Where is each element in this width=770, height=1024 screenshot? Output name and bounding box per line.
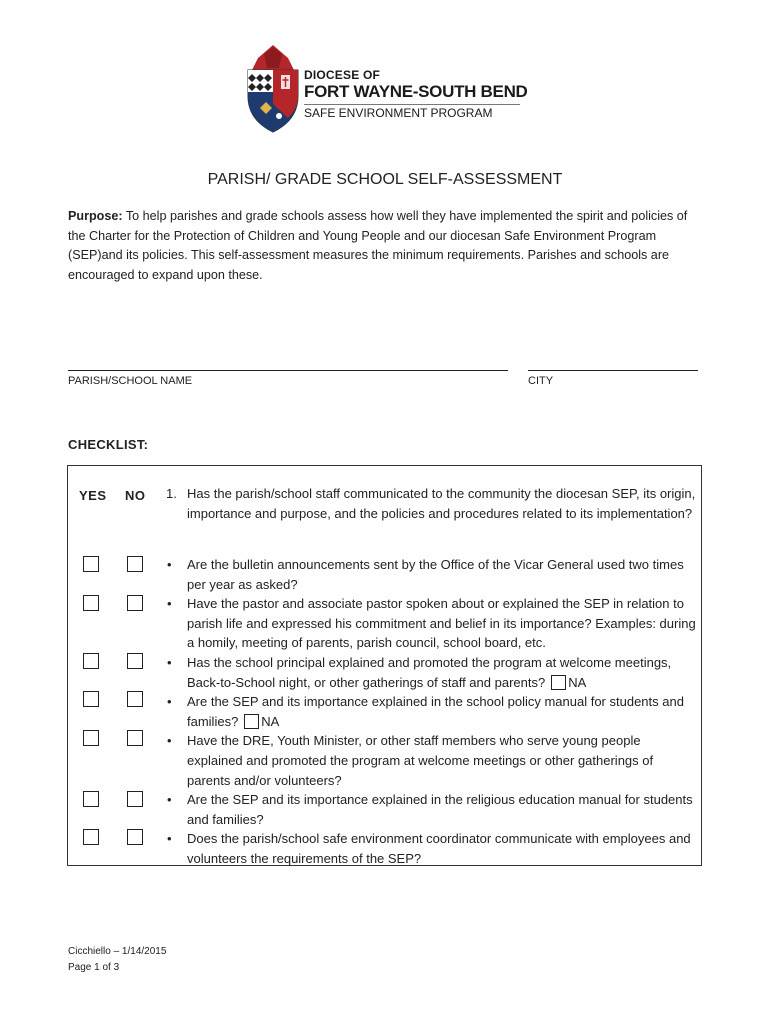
list-item-text: Are the SEP and its importance explained in the religious education manual for students and families? — [187, 792, 693, 827]
no-checkbox-principal[interactable] — [127, 653, 143, 669]
purpose-text: To help parishes and grade schools assess how well they have implemented the spirit and policies of the Charter for the Protection of Children and Young People and our diocesan Safe Environment Program (SEP)and its policies. This self-assessment measures the minimum requirements. Parishes and schools are encouraged to expand upon these. — [68, 209, 688, 282]
no-checkbox-coordinator[interactable] — [127, 829, 143, 845]
bullet-icon — [167, 692, 172, 712]
purpose-paragraph — [68, 207, 708, 285]
city-label: CITY — [528, 375, 554, 387]
list-item — [166, 731, 696, 790]
list-item — [166, 829, 696, 868]
diocese-shield-icon — [244, 44, 302, 134]
bullet-icon — [167, 594, 172, 614]
logo-line-2: FORT WAYNE-SOUTH BEND — [304, 82, 528, 101]
page-footer — [68, 944, 166, 976]
list-item-text: Does the parish/school safe environment coordinator communicate with employees and volunteers the requirements of the SEP? — [187, 831, 691, 866]
checklist-items — [166, 555, 696, 869]
no-checkbox-bulletin[interactable] — [127, 556, 143, 572]
city-field[interactable] — [528, 370, 698, 371]
list-item — [166, 594, 696, 653]
logo-line-3: SAFE ENVIRONMENT PROGRAM — [304, 106, 493, 120]
no-checkbox-dre[interactable] — [127, 730, 143, 746]
bullet-icon — [167, 829, 172, 849]
question-1 — [166, 484, 696, 523]
column-header-no: NO — [125, 488, 146, 503]
list-item-text: Are the SEP and its importance explained in the school policy manual for students and families? — [187, 694, 684, 729]
question-number: 1. — [166, 486, 177, 501]
yes-checkbox-religious-manual[interactable] — [83, 791, 99, 807]
diocese-logo — [244, 44, 534, 134]
yes-checkbox-pastor[interactable] — [83, 595, 99, 611]
yes-checkbox-dre[interactable] — [83, 730, 99, 746]
bullet-icon — [167, 555, 172, 575]
logo-line-1: DIOCESE OF — [304, 68, 381, 82]
bullet-icon — [167, 653, 172, 673]
no-checkbox-pastor[interactable] — [127, 595, 143, 611]
na-checkbox-principal[interactable] — [551, 675, 566, 690]
list-item — [166, 790, 696, 829]
yes-checkbox-coordinator[interactable] — [83, 829, 99, 845]
footer-author-date: Cicchiello – 1/14/2015 — [68, 946, 167, 957]
logo-divider — [304, 104, 520, 105]
checklist-heading: CHECKLIST: — [68, 437, 149, 452]
na-checkbox-school-manual[interactable] — [244, 714, 259, 729]
parish-name-label: PARISH/SCHOOL NAME — [68, 375, 193, 387]
list-item-text: Have the pastor and associate pastor spoken about or explained the SEP in relation to parish life and expressed his commitment and belief in its importance? Examples: during a homily, meeting of parents, parish council, school board, etc. — [187, 596, 696, 651]
list-item — [166, 653, 696, 692]
yes-checkbox-bulletin[interactable] — [83, 556, 99, 572]
footer-page-number: Page 1 of 3 — [68, 962, 120, 973]
list-item-text: Have the DRE, Youth Minister, or other staff members who serve young people explained and promoted the program at welcome meetings or other gatherings of parents and/or volunteers? — [187, 733, 654, 788]
yes-checkbox-school-manual[interactable] — [83, 691, 99, 707]
list-item — [166, 555, 696, 594]
bullet-icon — [167, 790, 172, 810]
na-label: NA — [568, 674, 587, 690]
list-item — [166, 692, 696, 731]
yes-checkbox-principal[interactable] — [83, 653, 99, 669]
parish-name-field[interactable] — [68, 370, 508, 371]
purpose-label: Purpose: — [68, 209, 123, 223]
no-checkbox-school-manual[interactable] — [127, 691, 143, 707]
bullet-icon — [167, 731, 172, 751]
question-text: Has the parish/school staff communicated to the community the diocesan SEP, its origin, importance and purpose, and the policies and procedures related to its implementation? — [187, 486, 696, 521]
page-title: PARISH/ GRADE SCHOOL SELF-ASSESSMENT — [207, 171, 563, 188]
list-item-text: Has the school principal explained and promoted the program at welcome meetings, Back-to-School night, or other gatherings of staff and parents? — [187, 654, 672, 690]
column-header-yes: YES — [79, 488, 107, 503]
na-label: NA — [261, 713, 280, 729]
no-checkbox-religious-manual[interactable] — [127, 791, 143, 807]
list-item-text: Are the bulletin announcements sent by the Office of the Vicar General used two times per year as asked? — [187, 557, 684, 592]
